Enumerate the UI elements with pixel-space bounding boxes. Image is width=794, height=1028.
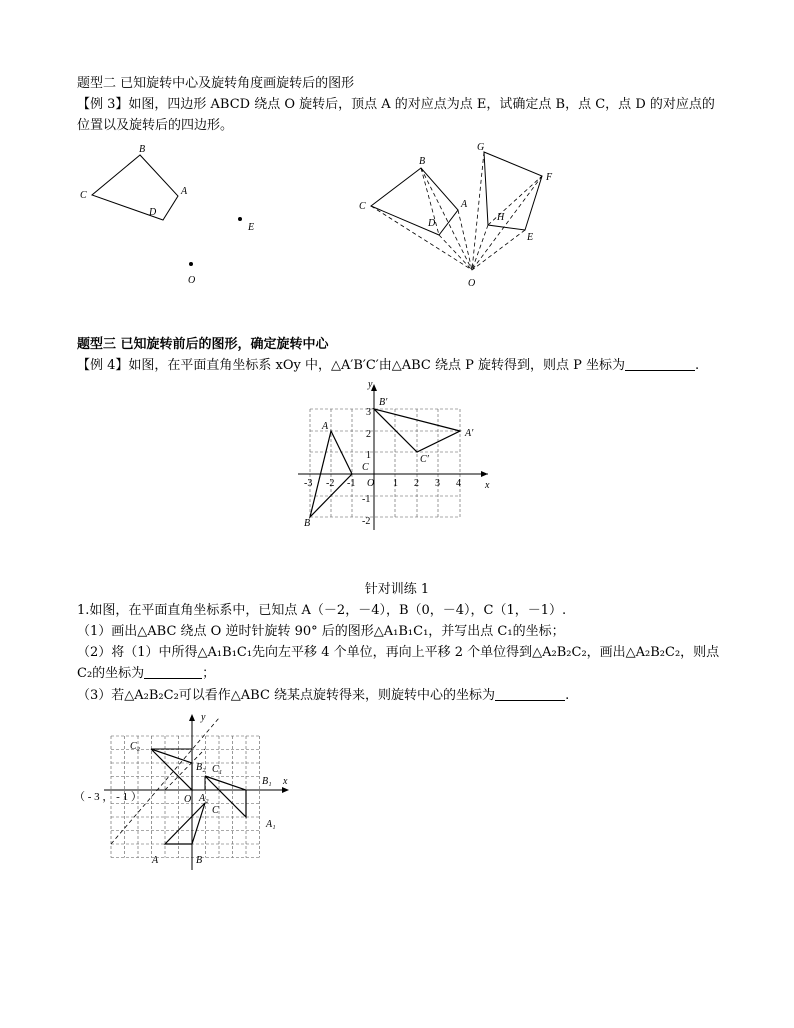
label-left-C: C	[80, 190, 87, 201]
label-left-A: A	[181, 186, 188, 197]
label-right-A: A	[461, 199, 468, 210]
practice-y-axis-arrow-icon	[189, 714, 195, 721]
label-b-prime: B′	[379, 397, 388, 408]
x-tick-label: 1	[393, 478, 398, 489]
x-tick-label: -1	[347, 478, 356, 489]
practice-x-axis-arrow-icon	[282, 787, 289, 793]
label-c: C	[212, 805, 219, 816]
label-a1: A₁	[266, 819, 276, 830]
section3-heading: 题型三 已知旋转前后的图形，确定旋转中心	[77, 337, 329, 352]
practice-origin-label: O	[184, 794, 192, 805]
q1-part2-line2-post: ；	[202, 666, 216, 681]
label-right-B: B	[419, 156, 426, 167]
label-right-F: F	[546, 172, 553, 183]
x-tick-label: 3	[435, 478, 440, 489]
x-tick-label: 2	[414, 478, 419, 489]
q1-part2-line1: （2）将（1）中所得△A₁B₁C₁先向左平移 4 个单位，再向上平移 2 个单位得到△A₂B₂C₂，画出△A₂B₂C₂，则点	[77, 645, 720, 660]
label-c-prime: C′	[420, 454, 429, 465]
label-a-prime: A′	[465, 428, 474, 439]
label-left-E: E	[248, 222, 255, 233]
label-right-D: D	[428, 218, 436, 229]
handwritten-answer-note: （ - 3 ， - 1 ）	[74, 791, 142, 803]
label-a: A	[322, 421, 329, 432]
example3-text-line2: 位置以及旋转后的四边形。	[77, 118, 234, 133]
example4-text-post: .	[695, 358, 700, 373]
label-c2: C₂	[130, 741, 141, 752]
axis-label-y: y	[368, 379, 373, 390]
y-tick-label: 2	[366, 429, 371, 440]
y-tick-label: 3	[366, 407, 371, 418]
y-tick-label: -2	[362, 516, 371, 527]
practice-title: 针对训练 1	[364, 582, 430, 597]
x-tick-label: -2	[326, 478, 335, 489]
example3-text-line1: 【例 3】如图，四边形 ABCD 绕点 O 旋转后，顶点 A 的对应点为点 E，试确定点 B，点 C，点 D 的对应点的	[77, 97, 715, 112]
q1-part1: （1）画出△ABC 绕点 O 逆时针旋转 90° 后的图形△A₁B₁C₁，并写出点 C₁的坐标；	[77, 624, 565, 639]
label-left-O: O	[188, 275, 196, 286]
label-c: C	[362, 462, 369, 473]
x-tick-label: 4	[456, 478, 461, 489]
label-b2: B₂	[196, 762, 206, 773]
label-right-O: O	[468, 278, 476, 289]
label-right-G: G	[477, 142, 485, 153]
section2-heading: 题型二 已知旋转中心及旋转角度画旋转后的图形	[77, 76, 355, 91]
q1-part2-line2-pre: C₂的坐标为	[77, 666, 145, 681]
label-b: B	[196, 855, 203, 866]
axis-label-x: x	[485, 480, 490, 491]
practice-triangle-abc	[165, 803, 205, 844]
label-b1: B₁	[262, 776, 272, 787]
y-tick-label: 1	[366, 450, 371, 461]
label-a: A	[152, 855, 159, 866]
label-a2: A₂	[199, 793, 209, 804]
label-c1: C₁	[212, 764, 223, 775]
label-b: B	[304, 518, 311, 529]
x-tick-label: -3	[304, 478, 313, 489]
label-right-E: E	[527, 232, 534, 243]
label-right-C: C	[359, 201, 366, 212]
q1-part3-post: .	[565, 688, 570, 703]
q1-part3-pre: （3）若△A₂B₂C₂可以看作△ABC 绕某点旋转得来，则旋转中心的坐标为	[77, 688, 496, 703]
label-right-H: H	[497, 212, 505, 223]
origin-label: O	[367, 478, 375, 489]
practice-axis-label-y: y	[201, 712, 206, 723]
label-left-B: B	[139, 144, 146, 155]
practice-axis-label-x: x	[283, 776, 288, 787]
label-left-D: D	[149, 207, 157, 218]
y-tick-label: -1	[362, 494, 371, 505]
q1-intro: 1.如图，在平面直角坐标系中，已知点 A（－2，－4），B（0，－4），C（1，－1）.	[77, 603, 567, 618]
example4-text-pre: 【例 4】如图，在平面直角坐标系 xOy 中，△A′B′C′由△ABC 绕点 P 旋转得到，则点 P 坐标为	[77, 358, 626, 373]
